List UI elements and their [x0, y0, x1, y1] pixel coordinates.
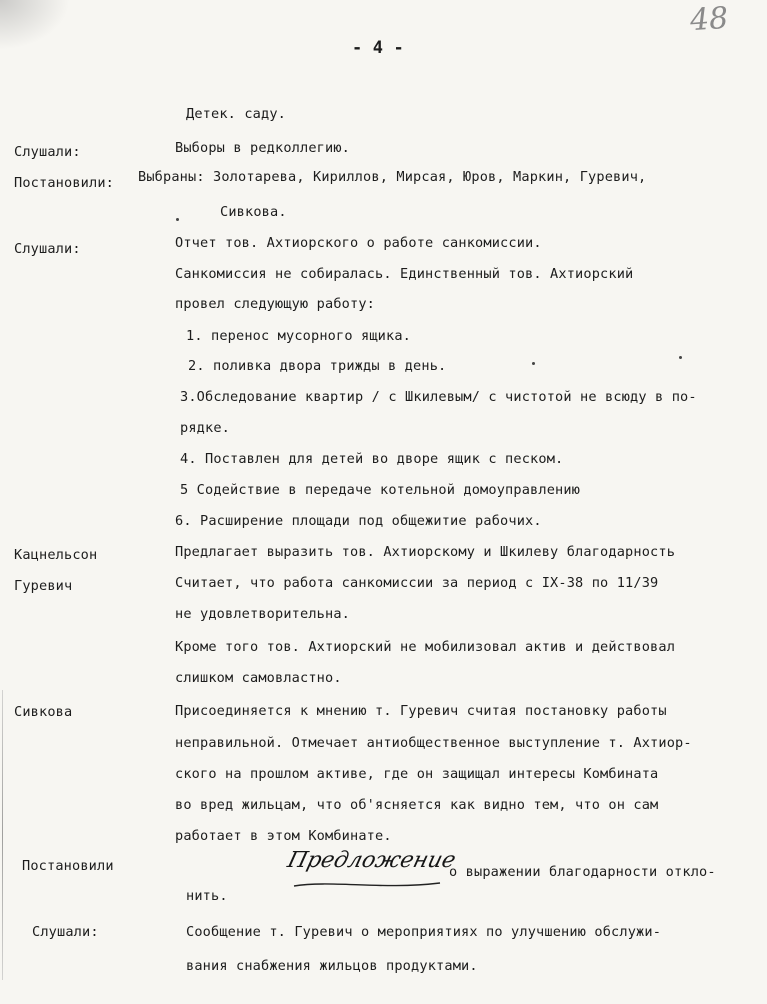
text-line-1: Детек. саду.: [186, 106, 287, 122]
text-line-23: во вред жильцам, что об'ясняется как видно тем, что он сам: [175, 797, 659, 813]
text-line-20: Присоединяется к мнению т. Гуревич считая постановку работы: [175, 703, 667, 719]
text-line-7: провел следующую работу:: [175, 296, 376, 312]
text-line-3: Выбраны: Золотарева, Кириллов, Мирсая, Юров, Маркин, Гуревич,: [138, 169, 647, 185]
list-item-5: 5 Содействие в передаче котельной домоуправлению: [180, 482, 581, 498]
text-line-21: неправильной. Отмечает антиобщественное выступление т. Ахтиор-: [175, 735, 692, 751]
ink-speck: [679, 356, 682, 359]
label-postanovili-2: Постановили: [22, 858, 114, 874]
text-line-26: нить.: [186, 888, 228, 904]
text-line-4: Сивкова.: [220, 204, 287, 220]
label-sivkova: Сивкова: [14, 704, 73, 720]
text-line-22: ского на прошлом активе, где он защищал интересы Комбината: [175, 766, 659, 782]
list-item-6: 6. Расширение площади под общежитие рабочих.: [175, 513, 542, 529]
list-item-3-cont: рядке.: [180, 420, 231, 436]
ink-speck: [532, 362, 535, 365]
list-item-4: 4. Поставлен для детей во дворе ящик с песком.: [180, 451, 564, 467]
scan-smudge: [0, 0, 70, 50]
list-item-2: 2. поливка двора трижды в день.: [188, 358, 447, 374]
text-line-24: работает в этом Комбинате.: [175, 828, 392, 844]
label-gurevich: Гуревич: [14, 578, 73, 594]
text-line-2: Выборы в редколлегию.: [175, 140, 351, 156]
label-postanovili-1: Постановили:: [14, 175, 115, 191]
label-katsnelson: Кацнельсон: [14, 547, 98, 563]
label-slushali-1: Слушали:: [14, 144, 81, 160]
handwritten-word: Предложение: [284, 848, 459, 873]
list-item-1: 1. перенос мусорного ящика.: [186, 328, 412, 344]
page-number: - 4 -: [352, 38, 404, 58]
archive-number: 48: [688, 0, 730, 39]
text-line-27: Сообщение т. Гуревич о мероприятиях по улучшению обслужи-: [186, 924, 662, 940]
handwritten-flourish: [292, 878, 442, 890]
label-slushali-2: Слушали:: [14, 241, 81, 257]
text-line-16: Считает, что работа санкомиссии за период с IX-38 по 11/39: [175, 575, 659, 591]
text-line-5: Отчет тов. Ахтиорского о работе санкомиссии.: [175, 235, 542, 251]
ink-speck: [176, 218, 179, 221]
text-line-17: не удовлетворительна.: [175, 606, 351, 622]
text-line-25: о выражении благодарности откло-: [449, 864, 716, 880]
text-line-18: Кроме того тов. Ахтиорский не мобилизовал актив и действовал: [175, 639, 676, 655]
text-line-6: Санкомиссия не собиралась. Единственный тов. Ахтиорский: [175, 266, 634, 282]
scan-edge-line: [2, 690, 3, 980]
label-slushali-3: Слушали:: [32, 924, 99, 940]
text-line-28: вания снабжения жильцов продуктами.: [186, 958, 478, 974]
text-line-19: слишком самовластно.: [175, 670, 342, 686]
text-line-15: Предлагает выразить тов. Ахтиорскому и Шкилеву благодарность: [175, 544, 676, 560]
list-item-3: 3.Обследование квартир / с Шкилевым/ с чистотой не всюду в по-: [180, 389, 697, 405]
